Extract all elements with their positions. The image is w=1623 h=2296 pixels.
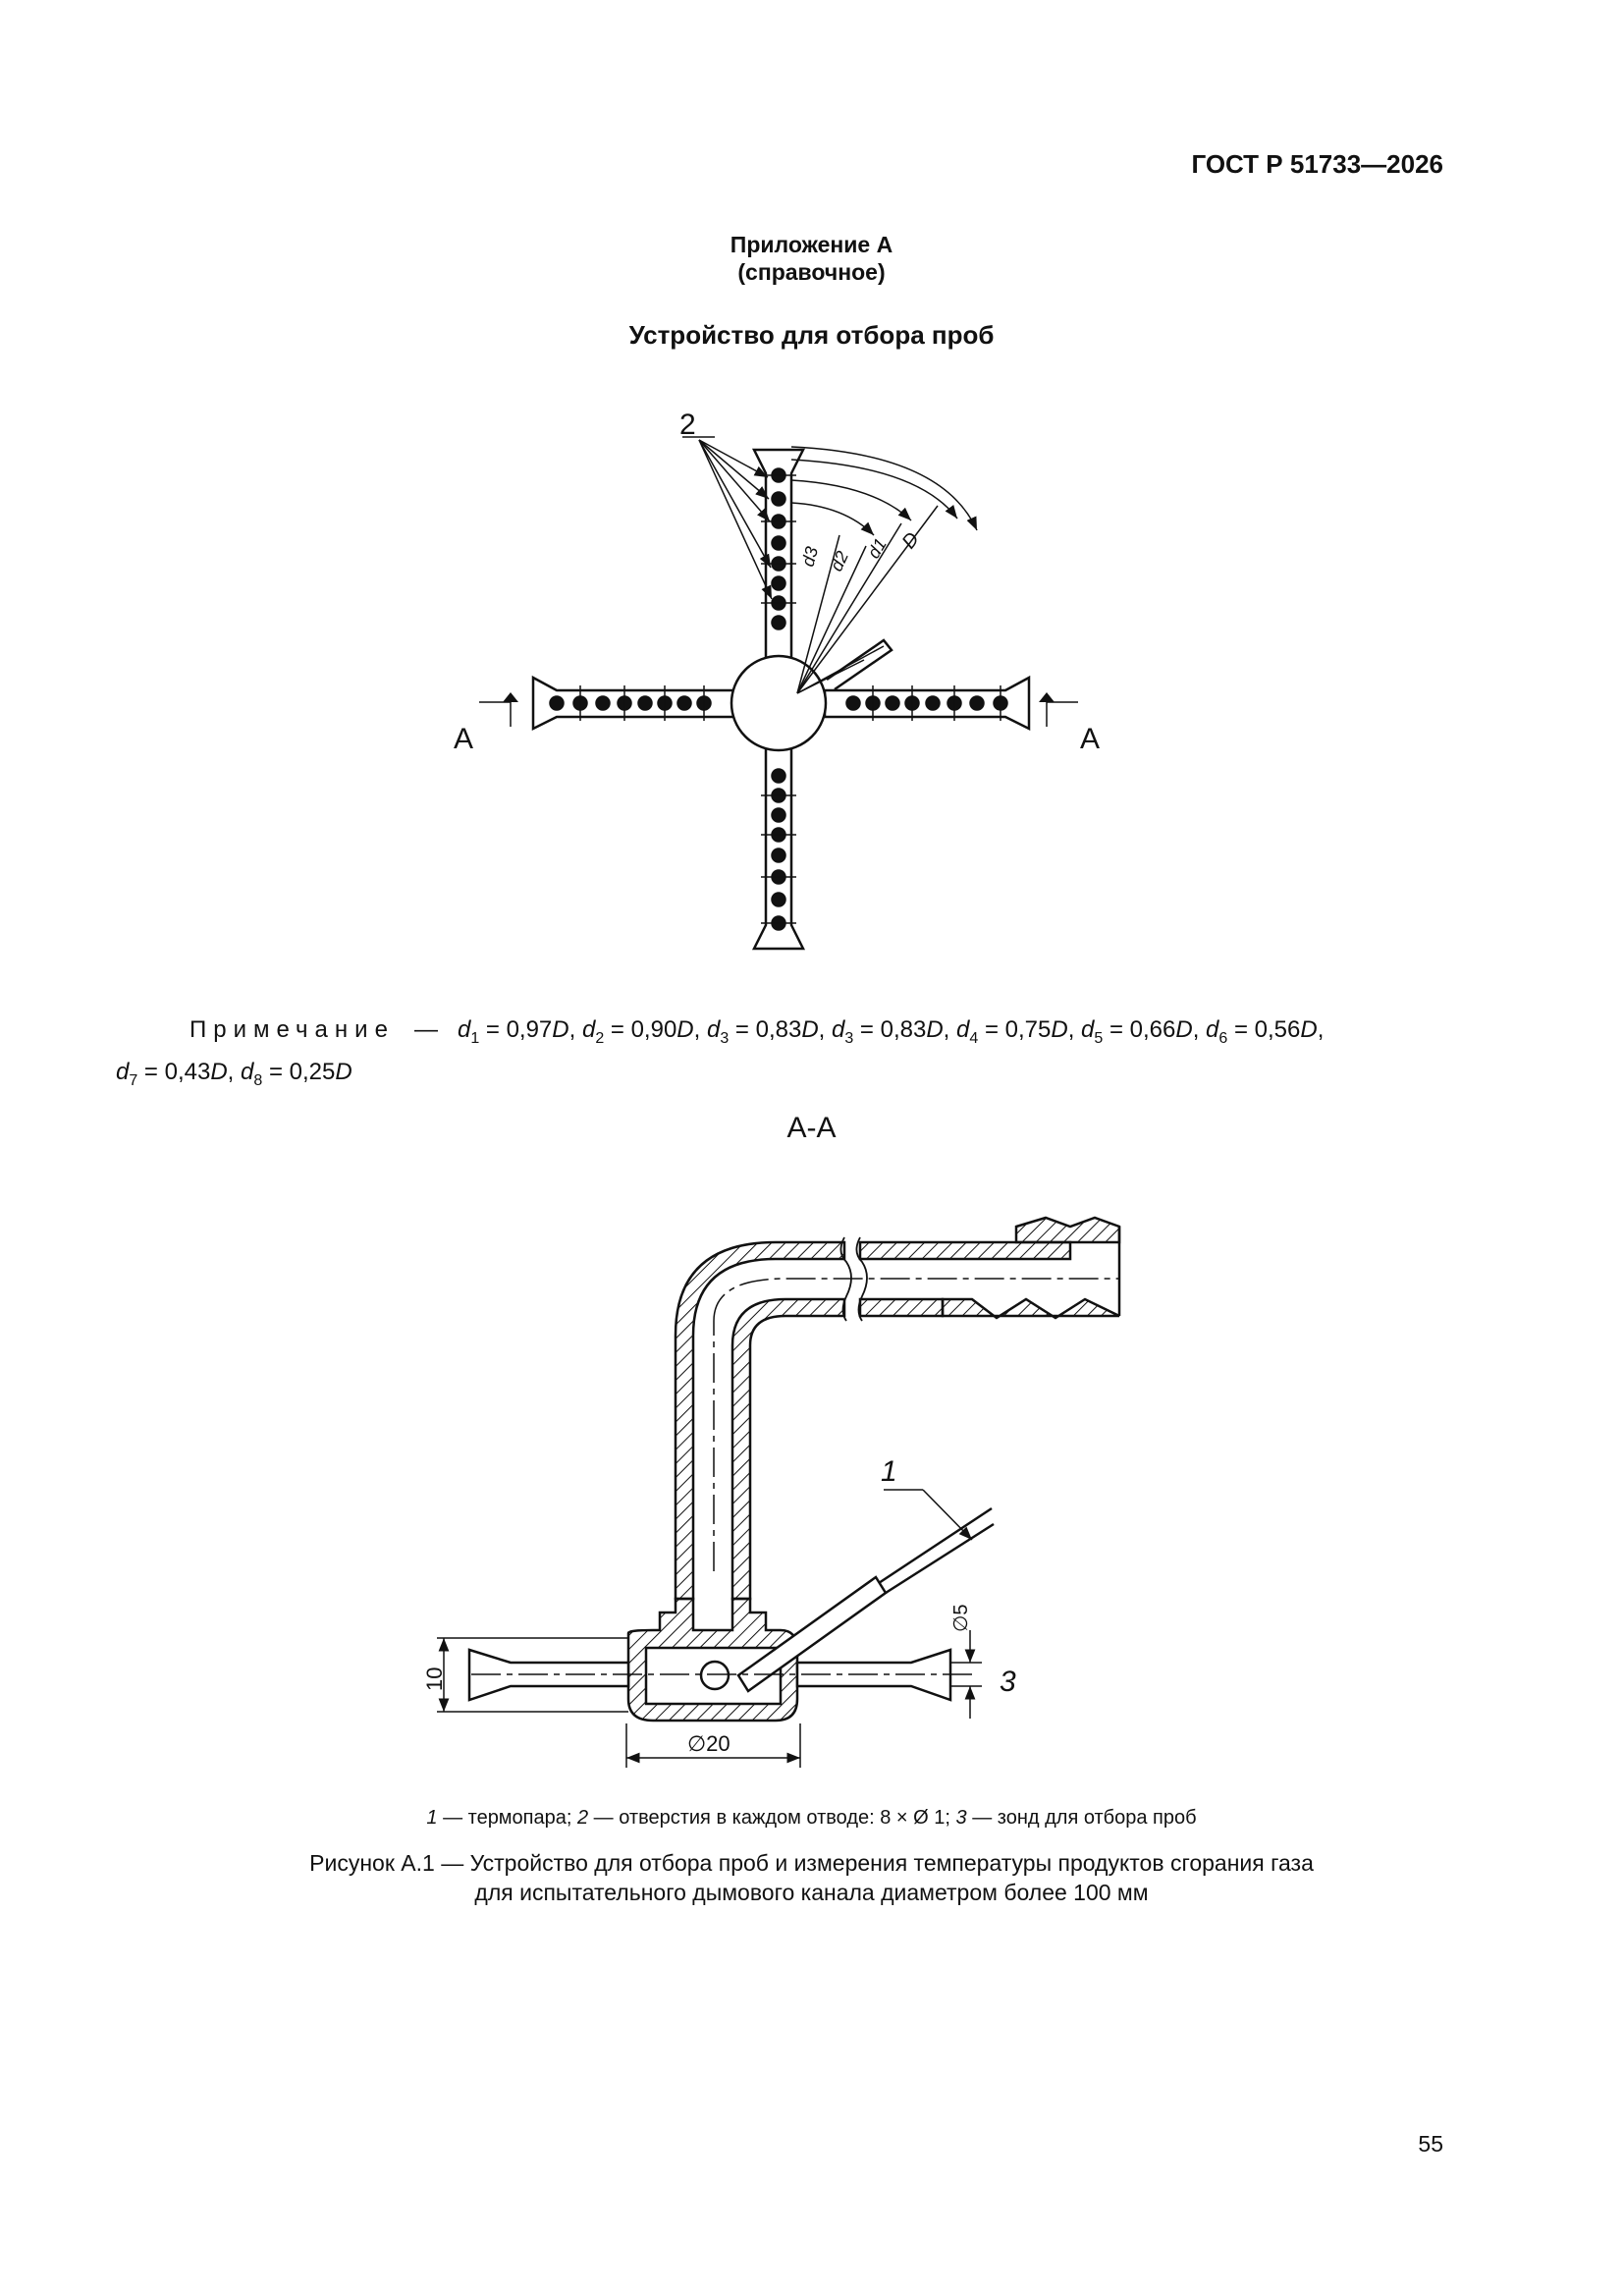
sampling-device-plan-drawing bbox=[0, 0, 1623, 992]
sampling-device-section-drawing bbox=[0, 1159, 1623, 1797]
dim-d1-label: d1 bbox=[863, 534, 892, 563]
section-mark-left: А bbox=[454, 723, 474, 755]
callout-1: 1 bbox=[881, 1455, 897, 1488]
dim-phi5-label: ∅5 bbox=[950, 1604, 972, 1632]
note-item: $d_2 = 0,90D$, bbox=[581, 1016, 707, 1047]
dim-phi20-label: ∅20 bbox=[687, 1731, 730, 1756]
note-item: $d_1 = 0,97D$, bbox=[457, 1016, 582, 1047]
figure-legend bbox=[0, 1807, 1623, 1830]
note-dash: — bbox=[413, 1016, 438, 1043]
caption-line-1: Рисунок А.1 — Устройство для отбора проб и измерения температуры продуктов сгорания газа bbox=[309, 1850, 1314, 1876]
note-item: $d_4 = 0,75D$, bbox=[956, 1016, 1082, 1047]
note-item: $d_3 = 0,83D$, bbox=[832, 1016, 957, 1047]
dim-d2-label: d2 bbox=[826, 548, 853, 574]
note-item: $d_7 = 0,43D$, bbox=[116, 1058, 242, 1089]
note-item: $d_6 = 0,56D$, bbox=[1206, 1016, 1325, 1047]
document-code: ГОСТ Р 51733—2026 bbox=[1191, 149, 1443, 179]
caption-line-2: для испытательного дымового канала диаметром более 100 мм bbox=[474, 1880, 1149, 1905]
figure-note bbox=[116, 1013, 1441, 1098]
note-item: $d_5 = 0,66D$, bbox=[1081, 1016, 1207, 1047]
note-item: $d_3 = 0,83D$, bbox=[706, 1016, 832, 1047]
section-view-label: А-А bbox=[786, 1112, 837, 1144]
callout-2: 2 bbox=[679, 409, 696, 441]
figure-caption bbox=[0, 1848, 1623, 1907]
callout-3: 3 bbox=[1000, 1666, 1016, 1698]
appendix-title: Приложение А bbox=[730, 232, 893, 257]
page-number: 55 bbox=[1418, 2131, 1443, 2157]
section-title: Устройство для отбора проб bbox=[628, 320, 995, 350]
dim-d3-label: d3 bbox=[797, 544, 823, 570]
section-mark-right: А bbox=[1080, 723, 1101, 755]
legend-item: 1 — термопара; bbox=[426, 1807, 577, 1829]
appendix-subtitle: (справочное) bbox=[737, 259, 886, 285]
legend-item: 3 — зонд для отбора проб bbox=[955, 1807, 1197, 1829]
note-label: Примечание bbox=[189, 1016, 395, 1043]
dim-D-label: D bbox=[897, 528, 924, 554]
legend-item: 2 — отверстия в каждом отводе: 8 × Ø 1; bbox=[577, 1807, 956, 1829]
note-item: $d_8 = 0,25D$ bbox=[241, 1058, 352, 1089]
dim-10-label: 10 bbox=[422, 1667, 447, 1691]
